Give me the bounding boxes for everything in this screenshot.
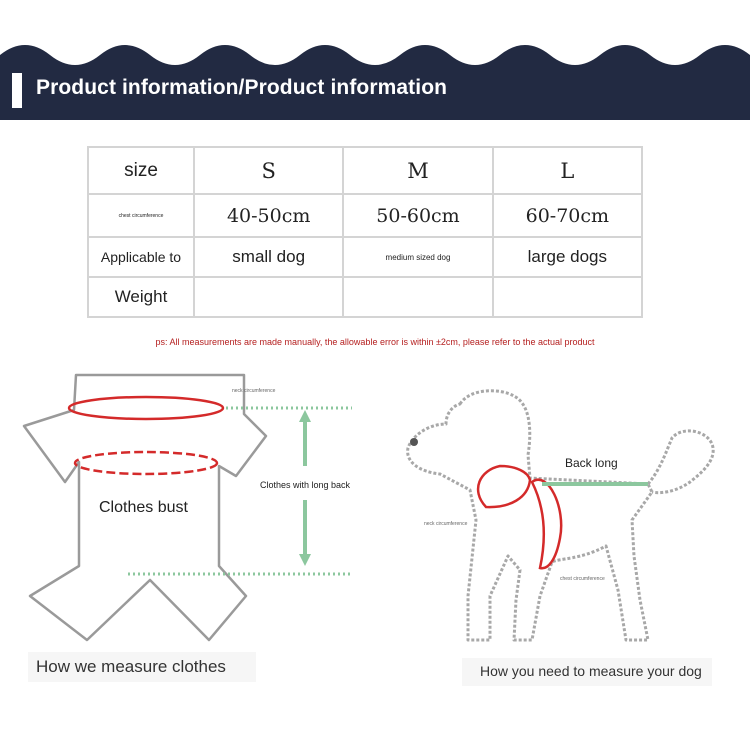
dog-eye-icon [410, 438, 418, 446]
title-accent-bar [12, 73, 22, 108]
dog-back-label: Back long [565, 456, 618, 470]
dog-caption: How you need to measure your dog [480, 663, 702, 679]
table-header-s: S [194, 147, 343, 194]
size-table [87, 146, 643, 318]
clothes-caption-box [28, 652, 256, 682]
table-row-applicable [88, 237, 642, 277]
cell-weight-l [493, 277, 642, 317]
row-label-weight: Weight [88, 277, 194, 317]
cell-applicable-s: small dog [194, 237, 343, 277]
arrow-down-icon [299, 554, 311, 566]
cell-applicable-m: medium sized dog [343, 237, 492, 277]
cell-chest-m: 50-60cm [343, 194, 492, 237]
dog-chest-label: chest circumference [560, 576, 605, 582]
arrow-up-icon [299, 410, 311, 422]
header-banner [0, 0, 750, 120]
table-header-m: M [343, 147, 492, 194]
page-title: Product information/Product information [36, 76, 448, 99]
dog-neck-measure-ring [478, 466, 530, 507]
measurement-note: ps: All measurements are made manually, the allowable error is within ±2cm, please refer to the actual product [155, 337, 595, 347]
table-row-chest [88, 194, 642, 237]
table-header-size: size [88, 147, 194, 194]
clothes-bust-label: Clothes bust [99, 499, 188, 516]
cell-weight-m [343, 277, 492, 317]
dog-diagram [375, 360, 750, 660]
dog-caption-box [462, 658, 712, 686]
dog-tail-outline [648, 431, 713, 493]
clothes-neck-label: neck circumference [232, 388, 276, 394]
wavy-banner-background [0, 0, 750, 120]
dog-outline [408, 391, 652, 640]
table-header-row [88, 147, 642, 194]
cell-chest-s: 40-50cm [194, 194, 343, 237]
table-row-weight [88, 277, 642, 317]
cell-chest-l: 60-70cm [493, 194, 642, 237]
clothes-caption: How we measure clothes [36, 657, 226, 676]
dog-neck-label: neck circumference [424, 521, 468, 527]
clothes-back-label: Clothes with long back [260, 480, 351, 490]
dog-chest-measure-ring [532, 480, 561, 569]
cell-weight-s [194, 277, 343, 317]
row-label-chest: chest circumference [88, 194, 194, 237]
row-label-applicable: Applicable to [88, 237, 194, 277]
cell-applicable-l: large dogs [493, 237, 642, 277]
table-header-l: L [493, 147, 642, 194]
